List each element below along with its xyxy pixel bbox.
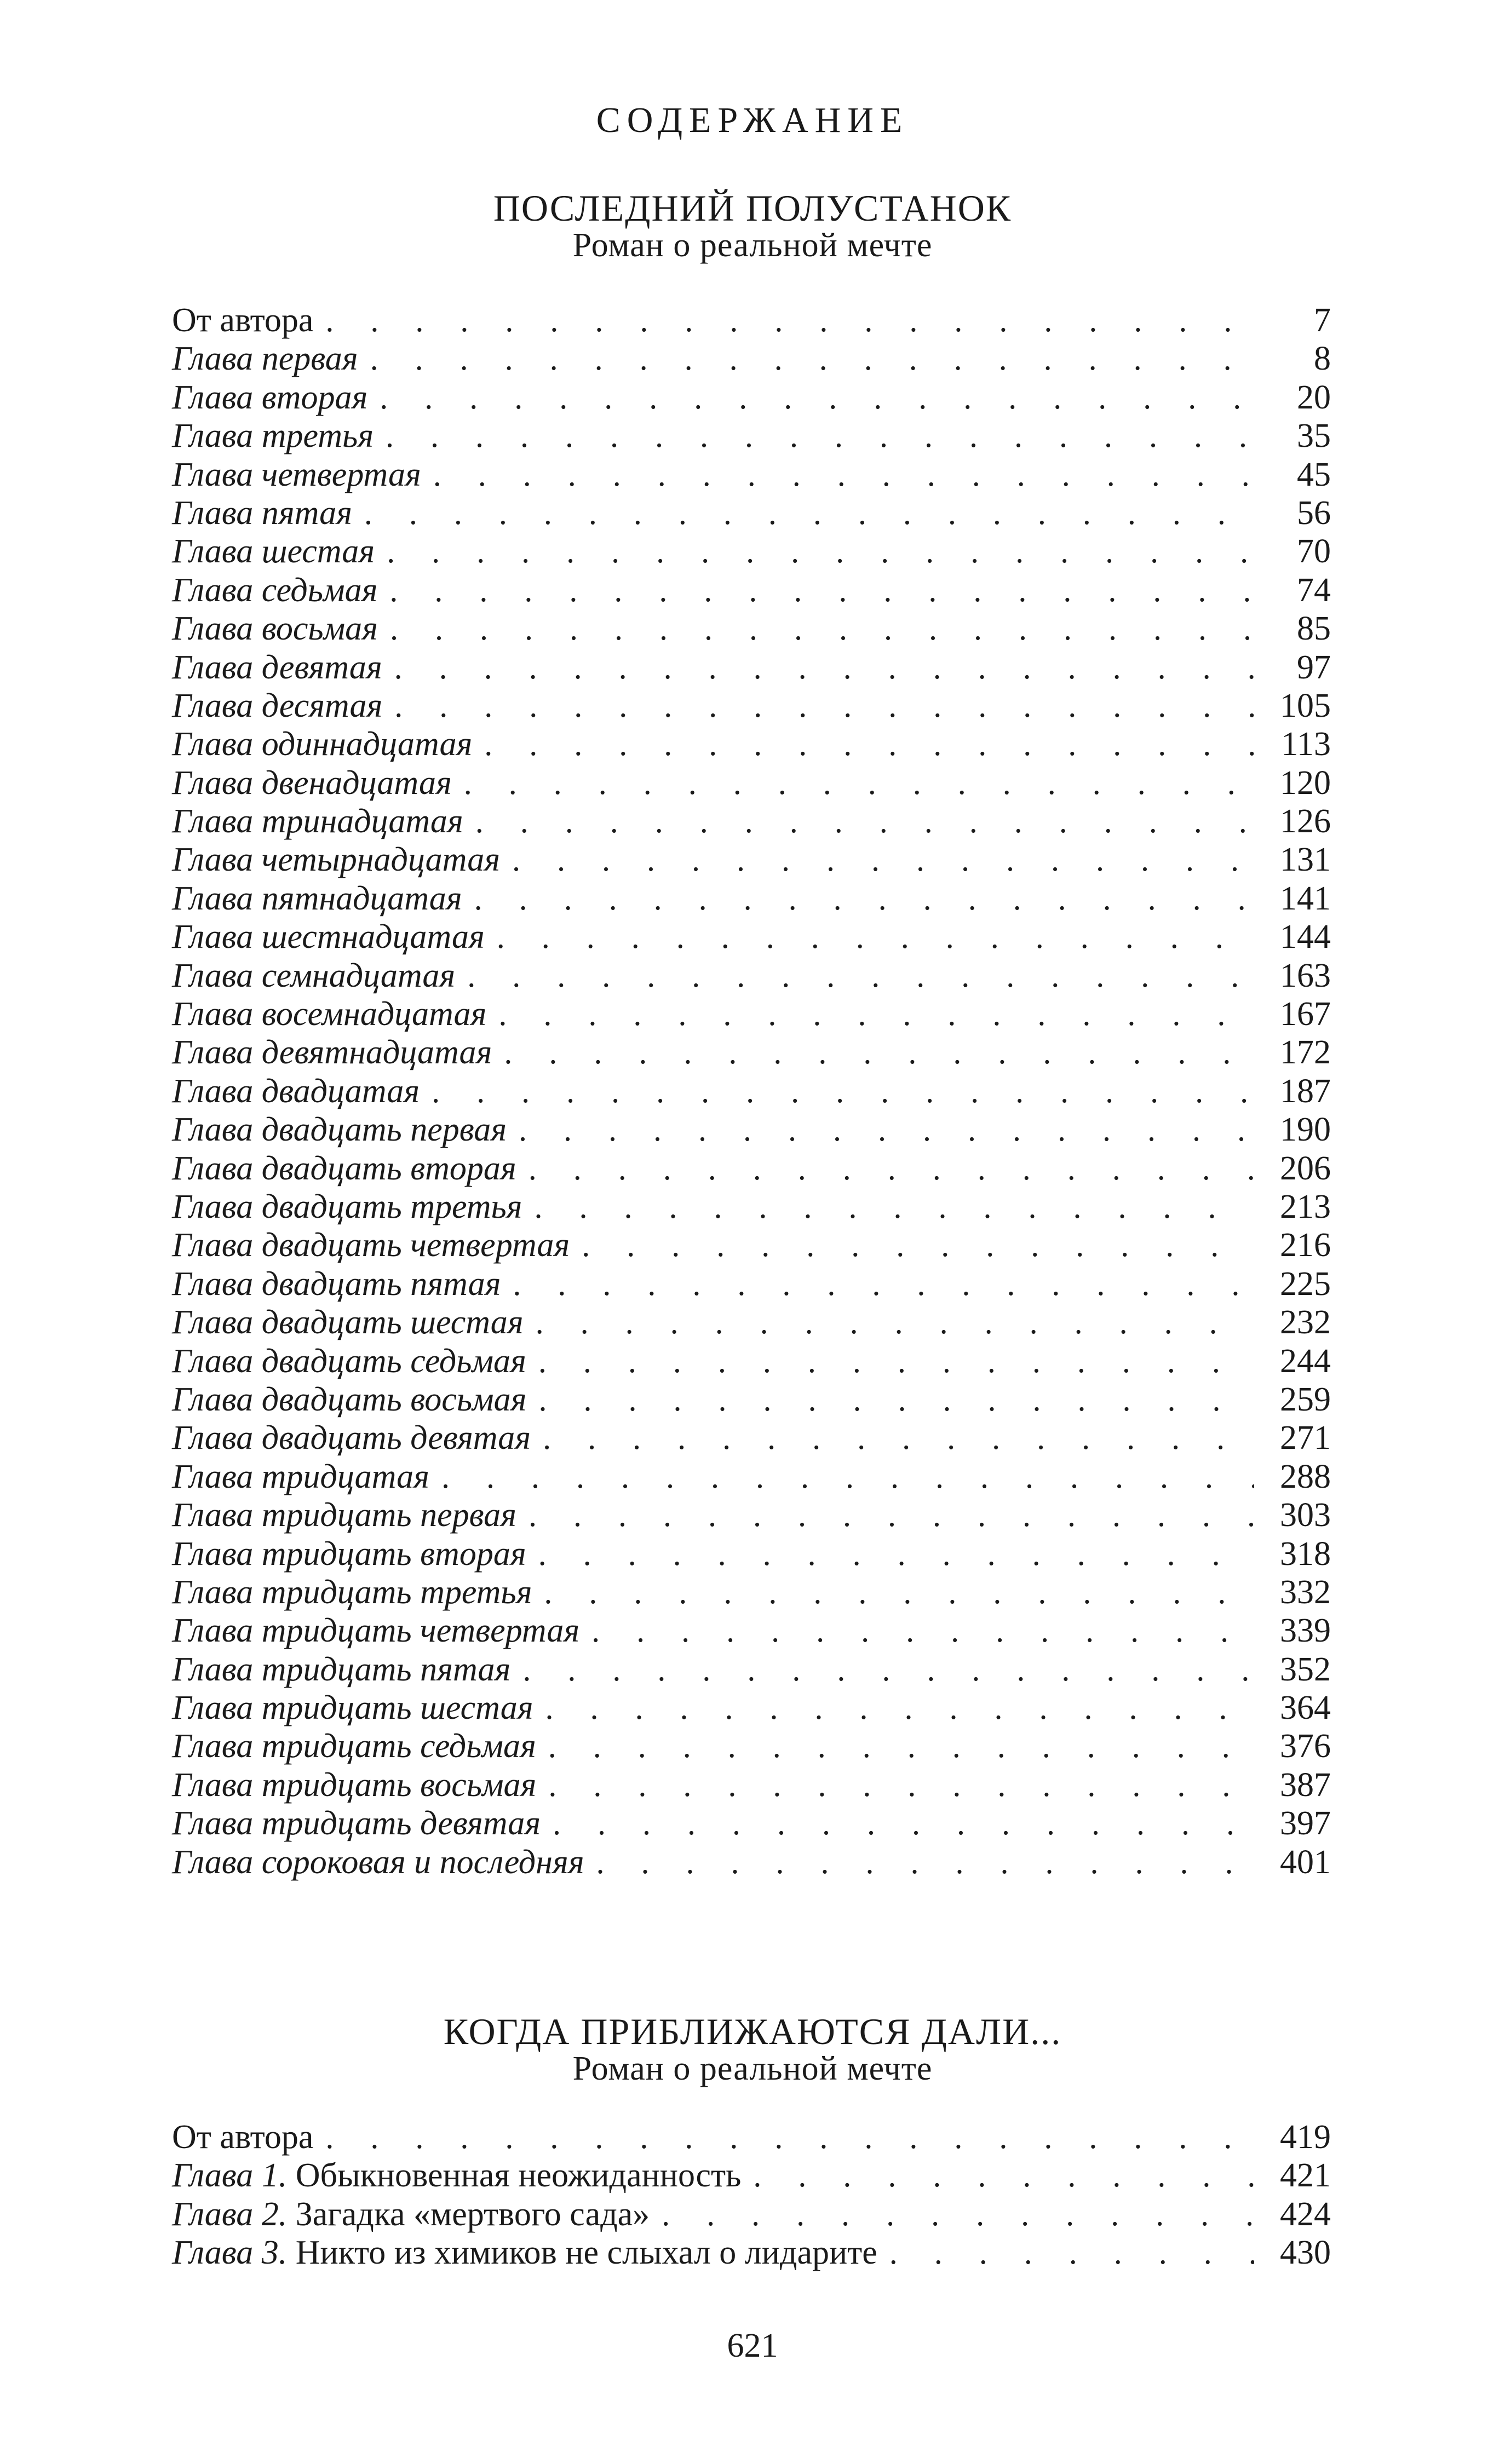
toc-entry-label [172, 1303, 524, 1342]
chapter-name: четырнадцатая [261, 841, 501, 879]
dot-leader [484, 725, 1254, 763]
toc-entry-label [172, 2195, 650, 2233]
toc-entry [172, 1072, 1331, 1110]
toc-entry-label [172, 957, 455, 995]
chapter-name: девятая [261, 648, 382, 686]
toc-entry-label [172, 1265, 501, 1303]
chapter-word: Глава [172, 803, 254, 840]
dot-leader [753, 2156, 1254, 2195]
chapter-word: Глава [172, 571, 254, 609]
toc-entry-label [172, 2156, 741, 2195]
chapter-word: Глава [172, 340, 254, 378]
toc-entry [172, 764, 1331, 802]
toc-entry-label [172, 764, 452, 802]
chapter-word: Глава [172, 687, 254, 724]
toc-entry [172, 1573, 1331, 1611]
toc-entry-label [172, 687, 382, 725]
dot-leader [582, 1226, 1254, 1264]
toc-entry-label [172, 1689, 533, 1727]
toc-entry-label [172, 1727, 536, 1765]
toc-entry-label [172, 1766, 536, 1804]
toc-entry [172, 1342, 1331, 1380]
toc-entry-label [172, 1650, 510, 1689]
chapter-word: Глава [172, 610, 254, 648]
toc-page-number: 303 [1280, 1496, 1331, 1534]
toc-entry-label [172, 1496, 516, 1534]
toc-entry [172, 2156, 1331, 2195]
chapter-word: Глава [172, 378, 254, 416]
chapter-word: Глава [172, 1072, 254, 1110]
chapter-name: Никто из химиков не слыхал о лидарите [295, 2234, 877, 2272]
chapter-word: Глава [172, 494, 254, 532]
toc-entry [172, 456, 1331, 494]
toc-list [172, 301, 1331, 1881]
toc-entry [172, 1843, 1331, 1881]
chapter-word: Глава [172, 1728, 254, 1765]
toc-page-number: 190 [1280, 1111, 1331, 1149]
dot-leader [497, 918, 1254, 956]
toc-entry [172, 840, 1331, 879]
toc-entry [172, 957, 1331, 995]
chapter-word: Глава [172, 1380, 254, 1418]
chapter-name: тридцать девятая [261, 1805, 541, 1843]
toc-page-number: 401 [1280, 1843, 1331, 1881]
toc-entry [172, 1149, 1331, 1188]
chapter-word: Глава [172, 879, 254, 917]
dot-leader [370, 339, 1254, 378]
chapter-name: тринадцатая [261, 803, 463, 840]
toc-page-number: 288 [1280, 1458, 1331, 1495]
dot-leader [432, 1072, 1254, 1110]
chapter-word: Глава [172, 533, 254, 571]
toc-page-number: 70 [1297, 533, 1331, 571]
toc-entry [172, 1419, 1331, 1457]
chapter-word: Глава [172, 1612, 254, 1650]
toc-entry [172, 417, 1331, 455]
toc-page-number: 113 [1281, 726, 1331, 763]
chapter-name: седьмая [261, 571, 378, 609]
chapter-word: Глава [172, 456, 254, 493]
chapter-name: четвертая [261, 456, 421, 493]
toc-page-number: 120 [1280, 764, 1331, 802]
toc-entry [172, 648, 1331, 687]
toc-page-number: 206 [1280, 1149, 1331, 1187]
chapter-name: двадцать шестая [261, 1304, 524, 1342]
chapter-name: двадцать четвертая [261, 1227, 570, 1264]
toc-entry-label [172, 417, 374, 455]
chapter-word: Глава [172, 841, 254, 879]
toc-entry [172, 1226, 1331, 1264]
toc-page-number: 97 [1297, 648, 1331, 686]
chapter-name: первая [261, 340, 358, 378]
chapter-word: Глава [172, 1573, 254, 1611]
toc-entry [172, 2195, 1331, 2233]
chapter-word: Глава [172, 1111, 254, 1149]
dot-leader [529, 1496, 1254, 1534]
toc-entry [172, 1611, 1331, 1650]
toc-entry [172, 1110, 1331, 1149]
chapter-name: Загадка «мертвого сада» [295, 2195, 650, 2233]
chapter-word: Глава [172, 1535, 254, 1573]
chapter-name: двадцать первая [261, 1111, 507, 1149]
toc-page-number: 430 [1280, 2234, 1331, 2272]
dot-leader [325, 301, 1254, 339]
chapter-name: вторая [261, 378, 368, 416]
toc-entry [172, 532, 1331, 571]
toc-entry-label [172, 378, 367, 417]
dot-leader [386, 417, 1254, 455]
chapter-word: Глава [172, 1496, 254, 1534]
toc-entry [172, 1689, 1331, 1727]
toc-entry-label [172, 725, 472, 763]
toc-entry-label [172, 1188, 522, 1226]
chapter-word: Глава [172, 1265, 254, 1303]
toc-page-number: 187 [1280, 1072, 1331, 1110]
chapter-name: сороковая и последняя [261, 1843, 584, 1881]
toc-page-number: 167 [1280, 995, 1331, 1033]
toc-entry [172, 995, 1331, 1033]
toc-entry [172, 301, 1331, 339]
toc-entry [172, 1458, 1331, 1496]
section-subtitle: Роман о реальной мечте [572, 2050, 933, 2087]
toc-page-number: 419 [1280, 2118, 1331, 2156]
toc-page-number: 232 [1280, 1304, 1331, 1342]
chapter-word: Глава [172, 764, 254, 802]
toc-page-number: 8 [1314, 340, 1331, 378]
chapter-word: Глава [172, 417, 254, 455]
toc-page-number: 7 [1314, 302, 1331, 339]
chapter-name: девятнадцатая [261, 1034, 492, 1072]
toc-page-number: 163 [1280, 957, 1331, 994]
toc-entry-label [172, 840, 500, 879]
toc-entry-label [172, 2118, 313, 2156]
toc-page-number: 105 [1280, 687, 1331, 724]
toc-page-number: 364 [1280, 1689, 1331, 1727]
chapter-name: Обыкновенная неожиданность [295, 2157, 742, 2195]
chapter-name: тридцать седьмая [261, 1728, 536, 1765]
toc-entry-label [172, 1226, 570, 1264]
chapter-word: Глава [172, 1149, 254, 1187]
toc-entry-label [172, 2233, 877, 2272]
toc-entry [172, 1727, 1331, 1765]
chapter-word: Глава [172, 1419, 254, 1457]
toc-page-number: 213 [1280, 1188, 1331, 1225]
chapter-word: Глава 2. [172, 2195, 288, 2233]
chapter-name: двадцать восьмая [261, 1380, 527, 1418]
toc-entry [172, 1535, 1331, 1573]
dot-leader [474, 879, 1254, 918]
toc-entry [172, 1766, 1331, 1804]
dot-leader [325, 2118, 1254, 2156]
toc-entry-label [172, 1611, 579, 1650]
toc-entry-label [172, 648, 382, 687]
chapter-word: Глава [172, 1342, 254, 1380]
chapter-name: От автора [172, 302, 314, 339]
toc-entry [172, 494, 1331, 532]
dot-leader [475, 802, 1254, 840]
chapter-word: Глава [172, 1805, 254, 1843]
toc-entry-label [172, 1072, 420, 1110]
chapter-word: Глава [172, 1650, 254, 1688]
toc-entry-label [172, 571, 377, 609]
toc-page-number: 271 [1280, 1419, 1331, 1457]
chapter-name: двадцать пятая [261, 1265, 501, 1303]
toc-page-number: 424 [1280, 2195, 1331, 2233]
chapter-word: Глава [172, 957, 254, 994]
chapter-word: Глава [172, 995, 254, 1033]
toc-entry-label [172, 494, 352, 532]
toc-entry [172, 802, 1331, 840]
chapter-word: Глава [172, 1843, 254, 1881]
toc-entry-label [172, 1342, 526, 1380]
dot-leader [522, 1650, 1254, 1689]
toc-entry-label [172, 1804, 541, 1843]
toc-entry-label [172, 879, 462, 918]
dot-leader [596, 1843, 1254, 1881]
dot-leader [467, 957, 1254, 995]
toc-page-number: 141 [1280, 879, 1331, 917]
chapter-word: Глава 1. [172, 2157, 288, 2195]
toc-page-number: 144 [1280, 918, 1331, 956]
chapter-word: Глава [172, 726, 254, 763]
dot-leader [394, 648, 1254, 687]
toc-entry [172, 1033, 1331, 1072]
toc-entry-label [172, 609, 378, 648]
toc-entry [172, 1265, 1331, 1303]
toc-entry-label [172, 918, 485, 956]
toc-page-number: 259 [1280, 1380, 1331, 1418]
chapter-word: Глава [172, 918, 254, 956]
dot-leader [504, 1033, 1254, 1072]
chapter-name: тридцать вторая [261, 1535, 526, 1573]
toc-entry-label [172, 1535, 526, 1573]
toc-page-number: 387 [1280, 1766, 1331, 1804]
toc-entry-label [172, 301, 313, 339]
dot-leader [380, 378, 1254, 417]
chapter-name: От автора [172, 2118, 314, 2156]
section-title: ПОСЛЕДНИЙ ПОЛУСТАНОК [493, 187, 1012, 229]
toc-entry [172, 609, 1331, 648]
toc-entry-label [172, 456, 421, 494]
toc-page-number: 131 [1280, 841, 1331, 879]
toc-page-number: 225 [1280, 1265, 1331, 1303]
dot-leader [394, 687, 1254, 725]
contents-title: СОДЕРЖАНИЕ [596, 100, 909, 140]
toc-entry-label [172, 995, 486, 1033]
chapter-name: двадцать девятая [261, 1419, 531, 1457]
toc-entry [172, 1380, 1331, 1419]
chapter-word: Глава [172, 1689, 254, 1727]
chapter-name: двадцатая [261, 1072, 420, 1110]
chapter-name: тридцать четвертая [261, 1612, 580, 1650]
chapter-name: одиннадцатая [261, 726, 473, 763]
chapter-word: Глава [172, 1188, 254, 1225]
dot-leader [389, 571, 1254, 609]
toc-page-number: 172 [1280, 1034, 1331, 1072]
chapter-word: Глава [172, 1034, 254, 1072]
toc-entry-label [172, 1149, 516, 1188]
chapter-name: шестнадцатая [261, 918, 485, 956]
dot-leader [387, 532, 1254, 571]
dot-leader [433, 456, 1254, 494]
toc-page-number: 56 [1297, 494, 1331, 532]
dot-leader [519, 1110, 1254, 1149]
dot-leader [464, 764, 1254, 802]
chapter-word: Глава [172, 648, 254, 686]
toc-entry [172, 378, 1331, 417]
dot-leader [529, 1149, 1254, 1188]
dot-leader [544, 1573, 1254, 1611]
toc-entry [172, 1188, 1331, 1226]
toc-entry [172, 1303, 1331, 1342]
toc-entry-label [172, 1573, 532, 1611]
toc-page-number: 397 [1280, 1805, 1331, 1843]
toc-entry [172, 1804, 1331, 1843]
toc-entry-label [172, 1110, 507, 1149]
chapter-name: тридцать первая [261, 1496, 516, 1534]
chapter-name: двенадцатая [261, 764, 452, 802]
toc-entry [172, 339, 1331, 378]
chapter-name: тридцать пятая [261, 1650, 511, 1688]
chapter-word: Глава [172, 1766, 254, 1804]
toc-entry [172, 918, 1331, 956]
toc-page-number: 352 [1280, 1650, 1331, 1688]
dot-leader [535, 1188, 1255, 1226]
toc-page-number: 421 [1280, 2157, 1331, 2195]
chapter-word: Глава [172, 1227, 254, 1264]
dot-leader [662, 2195, 1254, 2233]
toc-entry-label [172, 339, 358, 378]
chapter-name: двадцать седьмая [261, 1342, 526, 1380]
dot-leader [512, 840, 1254, 879]
chapter-name: третья [261, 417, 374, 455]
chapter-word: Глава [172, 1458, 254, 1495]
toc-entry [172, 1650, 1331, 1689]
dot-leader [543, 1419, 1254, 1457]
toc-entry-label [172, 1033, 492, 1072]
toc-entry [172, 2233, 1331, 2272]
toc-page-number: 339 [1280, 1612, 1331, 1650]
chapter-name: пятнадцатая [261, 879, 462, 917]
toc-page-number: 216 [1280, 1227, 1331, 1264]
dot-leader [548, 1766, 1254, 1804]
toc-page-number: 20 [1297, 378, 1331, 416]
chapter-name: пятая [261, 494, 352, 532]
chapter-word: Глава 3. [172, 2234, 288, 2272]
toc-entry-label [172, 1458, 429, 1496]
toc-page-number: 318 [1280, 1535, 1331, 1573]
dot-leader [441, 1458, 1254, 1496]
toc-entry [172, 571, 1331, 609]
toc-page-number: 45 [1297, 456, 1331, 493]
toc-entry [172, 725, 1331, 763]
toc-entry [172, 687, 1331, 725]
chapter-name: восьмая [261, 610, 378, 648]
toc-page-number: 74 [1297, 571, 1331, 609]
dot-leader [513, 1265, 1254, 1303]
toc-page-number: 244 [1280, 1342, 1331, 1380]
toc-list [172, 2118, 1331, 2272]
page-number: 621 [727, 2327, 778, 2364]
toc-entry-label [172, 1380, 526, 1419]
dot-leader [545, 1689, 1254, 1727]
chapter-name: семнадцатая [261, 957, 456, 994]
dot-leader [536, 1303, 1254, 1342]
chapter-word: Глава [172, 1304, 254, 1342]
toc-entry-label [172, 1843, 584, 1881]
section-title: КОГДА ПРИБЛИЖАЮТСЯ ДАЛИ... [443, 2011, 1062, 2052]
chapter-name: двадцать третья [261, 1188, 522, 1225]
chapter-name: шестая [261, 533, 375, 571]
chapter-name: тридцатая [261, 1458, 429, 1495]
section-subtitle: Роман о реальной мечте [572, 227, 933, 264]
dot-leader [591, 1611, 1254, 1650]
dot-leader [553, 1804, 1254, 1843]
chapter-name: тридцать шестая [261, 1689, 533, 1727]
dot-leader [538, 1535, 1254, 1573]
chapter-name: двадцать вторая [261, 1149, 516, 1187]
chapter-name: тридцать третья [261, 1573, 532, 1611]
dot-leader [538, 1380, 1254, 1419]
toc-page-number: 85 [1297, 610, 1331, 648]
toc-entry-label [172, 532, 375, 571]
dot-leader [538, 1342, 1254, 1380]
dot-leader [548, 1727, 1254, 1765]
toc-entry [172, 2118, 1331, 2156]
chapter-name: десятая [261, 687, 383, 724]
dot-leader [498, 995, 1254, 1033]
toc-entry-label [172, 802, 463, 840]
toc-page-number: 332 [1280, 1573, 1331, 1611]
toc-entry-label [172, 1419, 531, 1457]
chapter-name: восемнадцатая [261, 995, 487, 1033]
dot-leader [364, 494, 1254, 532]
chapter-name: тридцать восьмая [261, 1766, 537, 1804]
toc-entry [172, 1496, 1331, 1534]
toc-page-number: 376 [1280, 1728, 1331, 1765]
dot-leader [390, 609, 1254, 648]
toc-entry [172, 879, 1331, 918]
dot-leader [889, 2233, 1254, 2272]
toc-page-number: 126 [1280, 803, 1331, 840]
toc-page-number: 35 [1297, 417, 1331, 455]
